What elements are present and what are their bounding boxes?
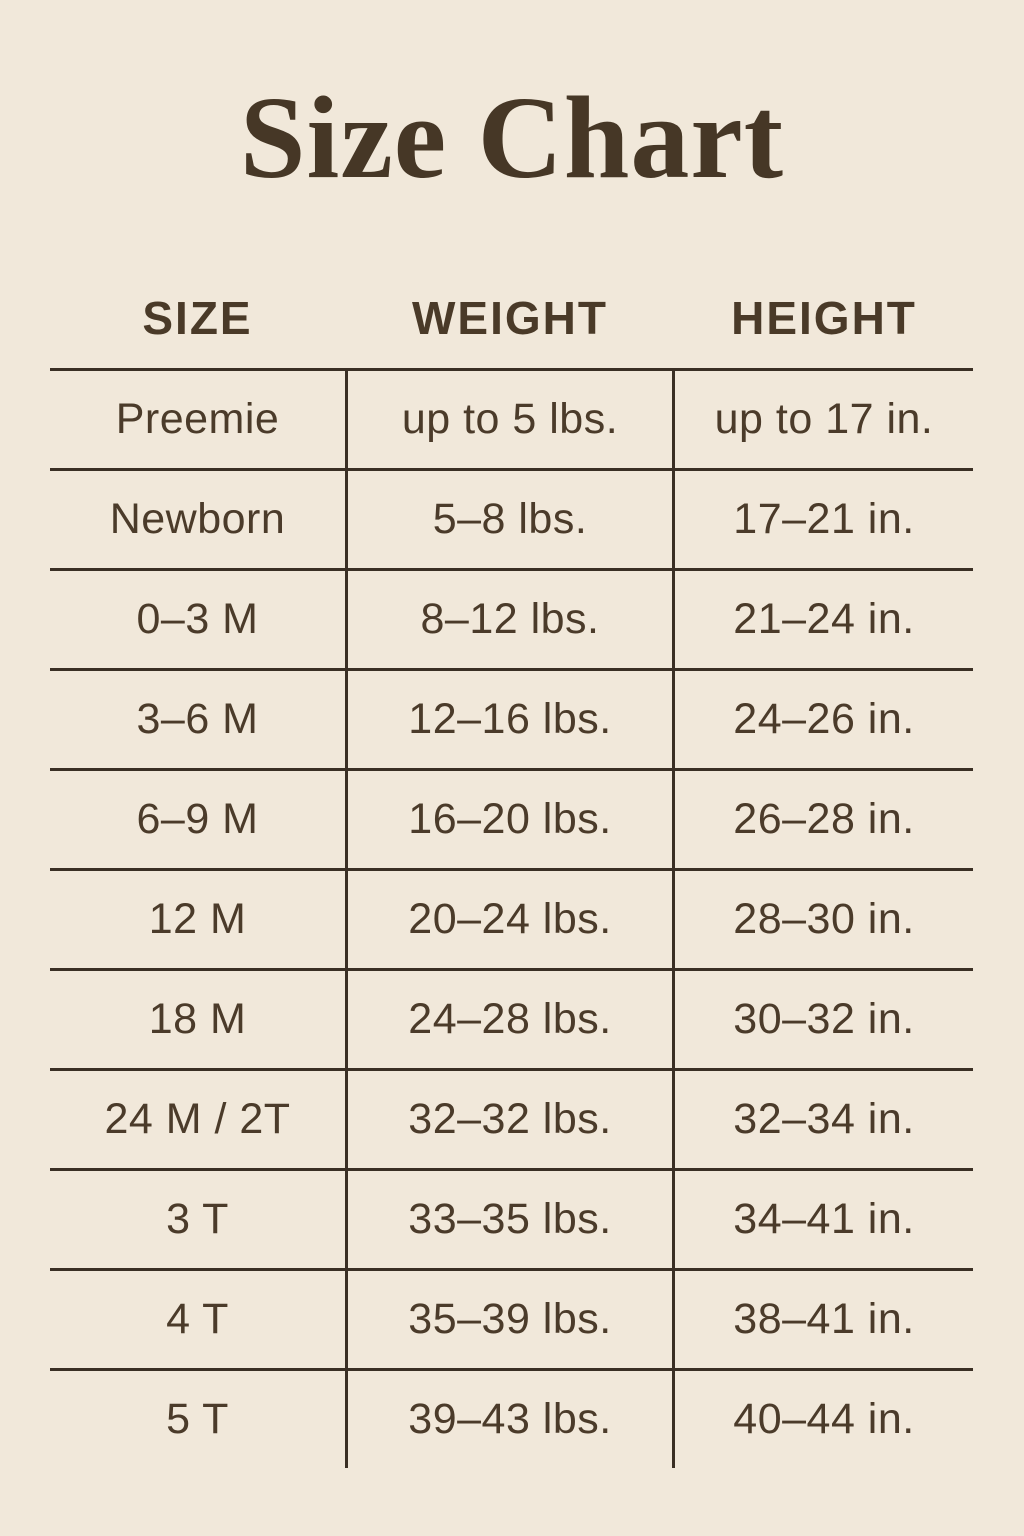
cell-height: 28–30 in. xyxy=(733,895,915,943)
cell-weight: 33–35 lbs. xyxy=(345,1171,675,1268)
page-title: Size Chart xyxy=(239,72,785,203)
table-row xyxy=(50,1268,973,1368)
table-row xyxy=(50,1168,973,1268)
cell-size: 24 M / 2T xyxy=(104,1095,291,1143)
table-row xyxy=(50,1368,973,1468)
table-header-row xyxy=(50,268,973,368)
cell-weight: 12–16 lbs. xyxy=(345,671,675,768)
cell-height: 24–26 in. xyxy=(733,695,915,743)
cell-weight: 39–43 lbs. xyxy=(345,1371,675,1468)
header-weight: WEIGHT xyxy=(412,292,608,344)
table-row xyxy=(50,868,973,968)
table-row xyxy=(50,368,973,468)
table-row xyxy=(50,768,973,868)
cell-size: 5 T xyxy=(166,1395,229,1443)
cell-height: 32–34 in. xyxy=(733,1095,915,1143)
cell-weight: 16–20 lbs. xyxy=(345,771,675,868)
cell-size: 6–9 M xyxy=(136,795,259,843)
cell-size: 4 T xyxy=(166,1295,229,1343)
cell-size: Newborn xyxy=(109,495,286,543)
table-row xyxy=(50,668,973,768)
size-table xyxy=(50,268,973,1468)
cell-size: 12 M xyxy=(148,895,247,943)
cell-weight: 20–24 lbs. xyxy=(345,871,675,968)
cell-weight: 8–12 lbs. xyxy=(345,571,675,668)
cell-weight: 32–32 lbs. xyxy=(345,1071,675,1168)
cell-weight: 35–39 lbs. xyxy=(345,1271,675,1368)
cell-height: 30–32 in. xyxy=(733,995,915,1043)
cell-height: up to 17 in. xyxy=(714,395,934,443)
cell-height: 38–41 in. xyxy=(733,1295,915,1343)
cell-weight: up to 5 lbs. xyxy=(345,371,675,468)
table-row xyxy=(50,468,973,568)
cell-size: 0–3 M xyxy=(136,595,259,643)
table-row xyxy=(50,568,973,668)
cell-weight: 24–28 lbs. xyxy=(345,971,675,1068)
cell-height: 21–24 in. xyxy=(733,595,915,643)
table-row xyxy=(50,1068,973,1168)
cell-height: 26–28 in. xyxy=(733,795,915,843)
cell-size: 3–6 M xyxy=(136,695,259,743)
cell-size: 3 T xyxy=(166,1195,229,1243)
table-row xyxy=(50,968,973,1068)
cell-weight: 5–8 lbs. xyxy=(345,471,675,568)
header-size: SIZE xyxy=(142,292,253,344)
cell-height: 17–21 in. xyxy=(733,495,915,543)
cell-size: 18 M xyxy=(148,995,247,1043)
cell-height: 34–41 in. xyxy=(733,1195,915,1243)
cell-size: Preemie xyxy=(115,395,280,443)
header-height: HEIGHT xyxy=(731,292,917,344)
cell-height: 40–44 in. xyxy=(733,1395,915,1443)
